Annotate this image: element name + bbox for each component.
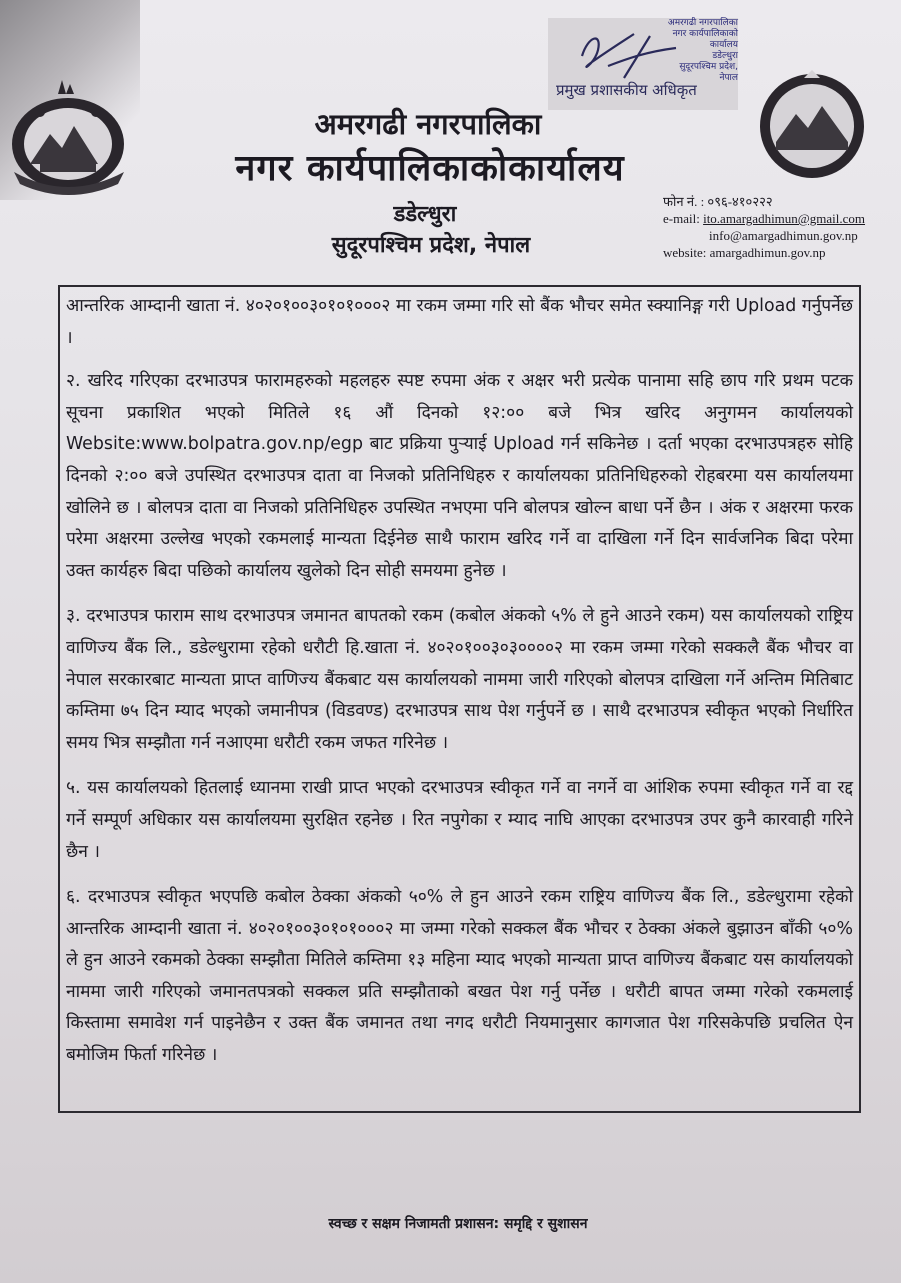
district-name: डडेल्धुरा (393, 202, 457, 227)
footer-slogan: स्वच्छ र सक्षम निजामती प्रशासन: समृद्दि र सुशासन (328, 1216, 588, 1232)
nepal-emblem-icon (0, 72, 140, 202)
notice-paragraph: २. खरिद गरिएका दरभाउपत्र फारामहरुको महलहरु स्पष्ट रुपमा अंक र अक्षर भरी प्रत्येक पानामा सहि छाप गरि प्रथम पटक सूचना प्रकाशित भएको मितिले १६ औं दिनको १२:०० बजे भित्र खरिद अनुगमन कार्यालयको Website:www.bolpatra.gov.np/egp बाट प्रक्रिया पुऱ्याई Upload गर्न सकिनेछ । दर्ता भएका दरभाउपत्रहरु सोहि दिनको २:०० बजे उपस्थित दरभाउपत्र दाता वा निजको प्रतिनिधिहरु र कार्यालयका प्रतिनिधिहरुको रोहबरमा यस कार्यालयमा खोलिने छ । बोलपत्र दाता वा निजको प्रतिनिधिहरु उपस्थित नभएमा पनि बोलपत्र खोल्न बाधा पर्ने छैन । अंक र अक्षरमा फरक परेमा अक्षरमा उल्लेख भएको रकमलाई मान्यता दिईनेछ साथै फाराम खरिद गर्ने वा दाखिला गर्ने दिन सार्वजनिक बिदा परेमा उक्त कार्यहरु बिदा पछिको कार्यालय खुलेको दिन सोही समयमा हुनेछ । (66, 371, 853, 581)
notice-paragraph: आन्तरिक आम्दानी खाता नं. ४०२०१००३०१०१०००२ मा रकम जम्मा गरि सो बैंक भौचर समेत स्क्यानिङ्ग गरी Upload गर्नुपर्नेछ । (66, 296, 853, 348)
email-label: e-mail: (663, 211, 700, 226)
phone-number: फोन नं. : ०९६-४१०२२२ (663, 194, 773, 209)
email-primary-row (663, 210, 899, 227)
signatory-title: प्रमुख प्रशासकीय अधिकृत (556, 81, 697, 99)
email-secondary-link[interactable]: info@amargadhimun.gov.np (709, 228, 858, 243)
notice-body-box (58, 285, 861, 1113)
stamp-line: नगर कार्यपालिकाको कार्यालय (672, 29, 738, 50)
email-primary-link[interactable]: ito.amargadhimun@gmail.com (703, 211, 866, 226)
province-address: सुदूरपश्चिम प्रदेश, नेपाल (331, 233, 531, 258)
stamp-line: डडेल्धुरा (712, 51, 738, 61)
signature-block (548, 18, 738, 110)
stamp-line: सुदूरपश्चिम प्रदेश, नेपाल (679, 62, 738, 83)
contact-info (663, 193, 899, 261)
stamp-line: अमरगढी नगरपालिका (667, 18, 738, 28)
official-stamp (660, 18, 738, 83)
website-link[interactable]: website: amargadhimun.gov.np (663, 245, 826, 260)
notice-paragraph: ५. यस कार्यालयको हितलाई ध्यानमा राखी प्राप्त भएको दरभाउपत्र स्वीकृत गर्ने वा नगर्ने वा आंशिक रुपमा स्वीकृत गर्ने वा रद्द गर्ने सम्पूर्ण अधिकार यस कार्यालयमा सुरक्षित रहनेछ । रित नपुगेका र म्याद नाघि आएका दरभाउपत्र उपर कुनै कारवाही गरिने छैन । (66, 778, 853, 862)
municipality-name: अमरगढी नगरपालिका (314, 107, 542, 141)
notice-paragraph: ३. दरभाउपत्र फाराम साथ दरभाउपत्र जमानत बापतको रकम (कबोल अंकको ५% ले हुने आउने रकम) यस कार्यालयको राष्ट्रिय वाणिज्य बैंक लि., डडेल्धुरामा रहेको धरौटी हि.खाता नं. ४०२०१००३०३००००२ मा रकम जम्मा गरेको सक्कलै बैंक भौचर वा नेपाल सरकारबाट मान्यता प्राप्त वाणिज्य बैंकबाट यस कार्यालयको नाममा जारी गरिएको बोलपत्र दाखिला गर्ने अन्तिम मितिबाट कम्तिमा ७५ दिन म्याद भएको जमानीपत्र (विडवण्ड) दरभाउपत्र साथ पेश गर्नुपर्ने छ । साथै दरभाउपत्र स्वीकृत भएको निर्धारित समय भित्र सम्झौता गर्न नआएमा धरौटी रकम जफत गरिनेछ । (66, 606, 853, 753)
office-title: नगर कार्यपालिकाकोकार्यालय (235, 148, 625, 189)
notice-paragraph: ६. दरभाउपत्र स्वीकृत भएपछि कबोल ठेक्का अंकको ५०% ले हुन आउने रकम राष्ट्रिय वाणिज्य बैंक लि., डडेल्धुरामा रहेको आन्तरिक आम्दानी खाता नं. ४०२०१००३०१०१०००२ मा जम्मा गरेको सक्कल बैंक भौचर र ठेक्का अंकले बुझाउन बाँकी ५०% ले हुन आउने रकमको ठेक्का सम्झौता मितिले कम्तिमा १३ महिना म्याद भएको मान्यता प्राप्त वाणिज्य बैंकबाट यस कार्यालयको नाममा जारी गरिएको जमानतपत्रको सक्कल प्रति सम्झौताको बखत पेश गर्नु पर्नेछ । धरौटी बापत जम्मा गरेको रकमलाई किस्तामा समावेश गर्न पाइनेछैन र उक्त बैंक जमानत तथा नगद धरौटी नियमानुसार कागजात पेश गरिसकेपछि प्रचलित ऐन बमोजिम फिर्ता गरिनेछ । (66, 887, 853, 1066)
municipality-logo-icon (752, 70, 872, 180)
